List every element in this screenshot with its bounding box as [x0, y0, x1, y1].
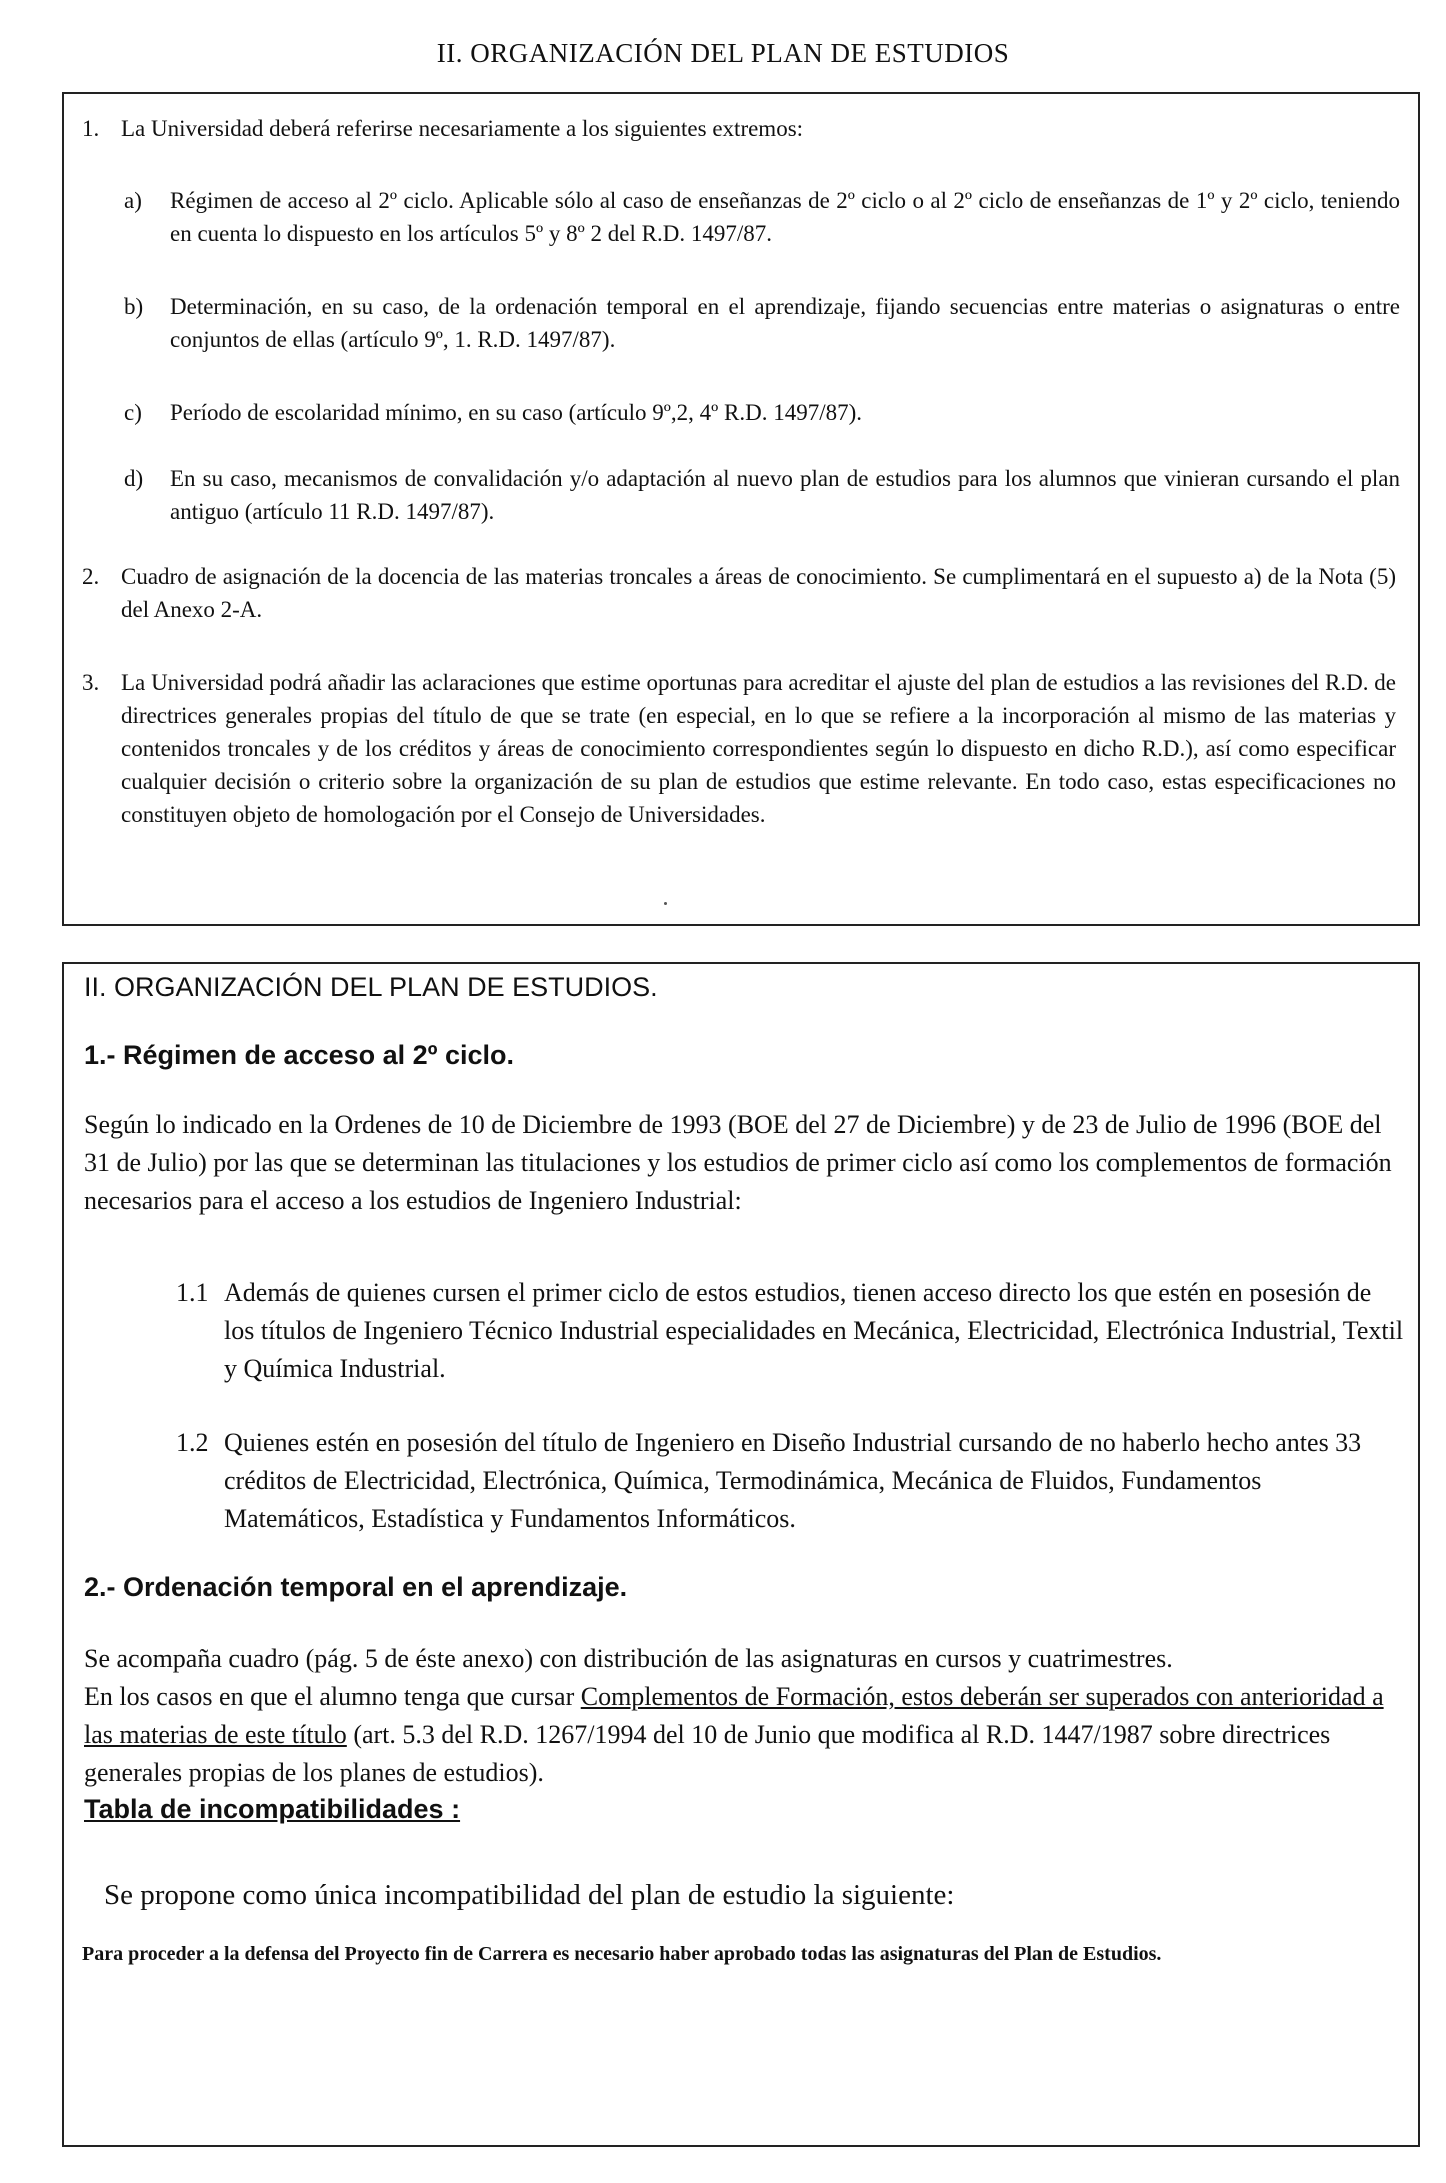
- item-2-number: 2.: [82, 564, 100, 589]
- page-title: II. ORGANIZACIÓN DEL PLAN DE ESTUDIOS: [436, 38, 1010, 68]
- item-2-text: Cuadro de asignación de la docencia de las materias troncales a áreas de conocimiento. Se cumplimentará en el supuesto a) de la Nota (5) del Anexo 2-A.: [121, 564, 1396, 622]
- section-heading: II. ORGANIZACIÓN DEL PLAN DE ESTUDIOS.: [84, 972, 658, 1002]
- subitem-a-letter: a): [124, 188, 142, 213]
- subitem-a-text: Régimen de acceso al 2º ciclo. Aplicable sólo al caso de enseñanzas de 2º ciclo o al 2º ciclo de enseñanzas de 1º y 2º ciclo, teniendo en cuenta lo dispuesto en los artículos 5º y 8º 2 del R.D. 1497/87.: [170, 188, 1400, 246]
- item-1-number: 1.: [82, 116, 100, 141]
- content-box: [62, 962, 1420, 2147]
- incompatibilities-table-title: Tabla de incompatibilidades :: [84, 1794, 461, 1824]
- incompatibility-rule: Para proceder a la defensa del Proyecto fin de Carrera es necesario haber aprobado todas las asignaturas del Plan de Estudios.: [82, 1943, 1162, 1965]
- item-1-2-number: 1.2: [176, 1428, 209, 1457]
- complementos-underlined: Complementos de Formación, estos deberán ser superados con anterioridad a las materias de este título: [84, 1682, 1384, 1749]
- subitem-b-text: Determinación, en su caso, de la ordenación temporal en el aprendizaje, fijando secuencias entre materias o asignaturas o entre conjuntos de ellas (artículo 9º, 1. R.D. 1497/87).: [170, 294, 1400, 352]
- section-1-intro: Según lo indicado en la Ordenes de 10 de Diciembre de 1993 (BOE del 27 de Diciembre) y de 23 de Julio de 1996 (BOE del 31 de Julio) por las que se determinan las titulaciones y los estudios de primer ciclo así como los complementos de formación necesarios para el acceso a los estudios de Ingeniero Industrial:: [84, 1110, 1392, 1215]
- subitem-c-text: Período de escolaridad mínimo, en su caso (artículo 9º,2, 4º R.D. 1497/87).: [170, 400, 862, 425]
- section-2-title: 2.- Ordenación temporal en el aprendizaje.: [84, 1572, 628, 1602]
- subitem-b-letter: b): [124, 294, 144, 319]
- item-1-text: La Universidad deberá referirse necesariamente a los siguientes extremos:: [121, 116, 804, 141]
- item-3-number: 3.: [82, 670, 100, 695]
- item-1-1-text: Además de quienes cursen el primer ciclo de estos estudios, tienen acceso directo los que estén en posesión de los títulos de Ingeniero Técnico Industrial especialidades en Mecánica, Electricidad, Electrónica Industrial, Textil y Química Industrial.: [224, 1278, 1404, 1383]
- incompatibility-proposal: Se propone como única incompatibilidad del plan de estudio la siguiente:: [104, 1879, 955, 1911]
- section-2-line2-pre: En los casos en que el alumno tenga que cursar: [84, 1682, 581, 1711]
- scan-speck: [664, 902, 667, 905]
- item-1-2-text: Quienes estén en posesión del título de Ingeniero en Diseño Industrial cursando de no haberlo hecho antes 33 créditos de Electricidad, Electrónica, Química, Termodinámica, Mecánica de Fluidos, Fundamentos Matemáticos, Estadística y Fundamentos Informáticos.: [224, 1428, 1362, 1533]
- section-2-paragraph: [84, 1678, 1404, 1792]
- section-1-title: 1.- Régimen de acceso al 2º ciclo.: [84, 1040, 515, 1070]
- item-1-1-number: 1.1: [176, 1278, 209, 1307]
- subitem-c-letter: c): [124, 400, 142, 425]
- item-3-text: La Universidad podrá añadir las aclaraciones que estime oportunas para acreditar el ajuste del plan de estudios a las revisiones del R.D. de directrices generales propias del título de que se trate (en especial, en lo que se refiere a la incorporación al mismo de las materias y contenidos troncales y de los créditos y áreas de conocimiento correspondientes según lo dispuesto en dicho R.D.), así como especificar cualquier decisión o criterio sobre la organización de su plan de estudios que estime relevante. En todo caso, estas especificaciones no constituyen objeto de homologación por el Consejo de Universidades.: [121, 670, 1396, 827]
- subitem-d-text: En su caso, mecanismos de convalidación y/o adaptación al nuevo plan de estudios para los alumnos que vinieran cursando el plan antiguo (artículo 11 R.D. 1497/87).: [170, 466, 1400, 524]
- subitem-d-letter: d): [124, 466, 144, 491]
- section-2-line1: Se acompaña cuadro (pág. 5 de éste anexo) con distribución de las asignaturas en cursos y cuatrimestres.: [84, 1644, 1173, 1673]
- section-2-line2-post: (art. 5.3 del R.D. 1267/1994 del 10 de Junio que modifica al R.D. 1447/1987 sobre directrices generales propias de los planes de estudios).: [84, 1720, 1331, 1787]
- instructions-box: [62, 92, 1420, 926]
